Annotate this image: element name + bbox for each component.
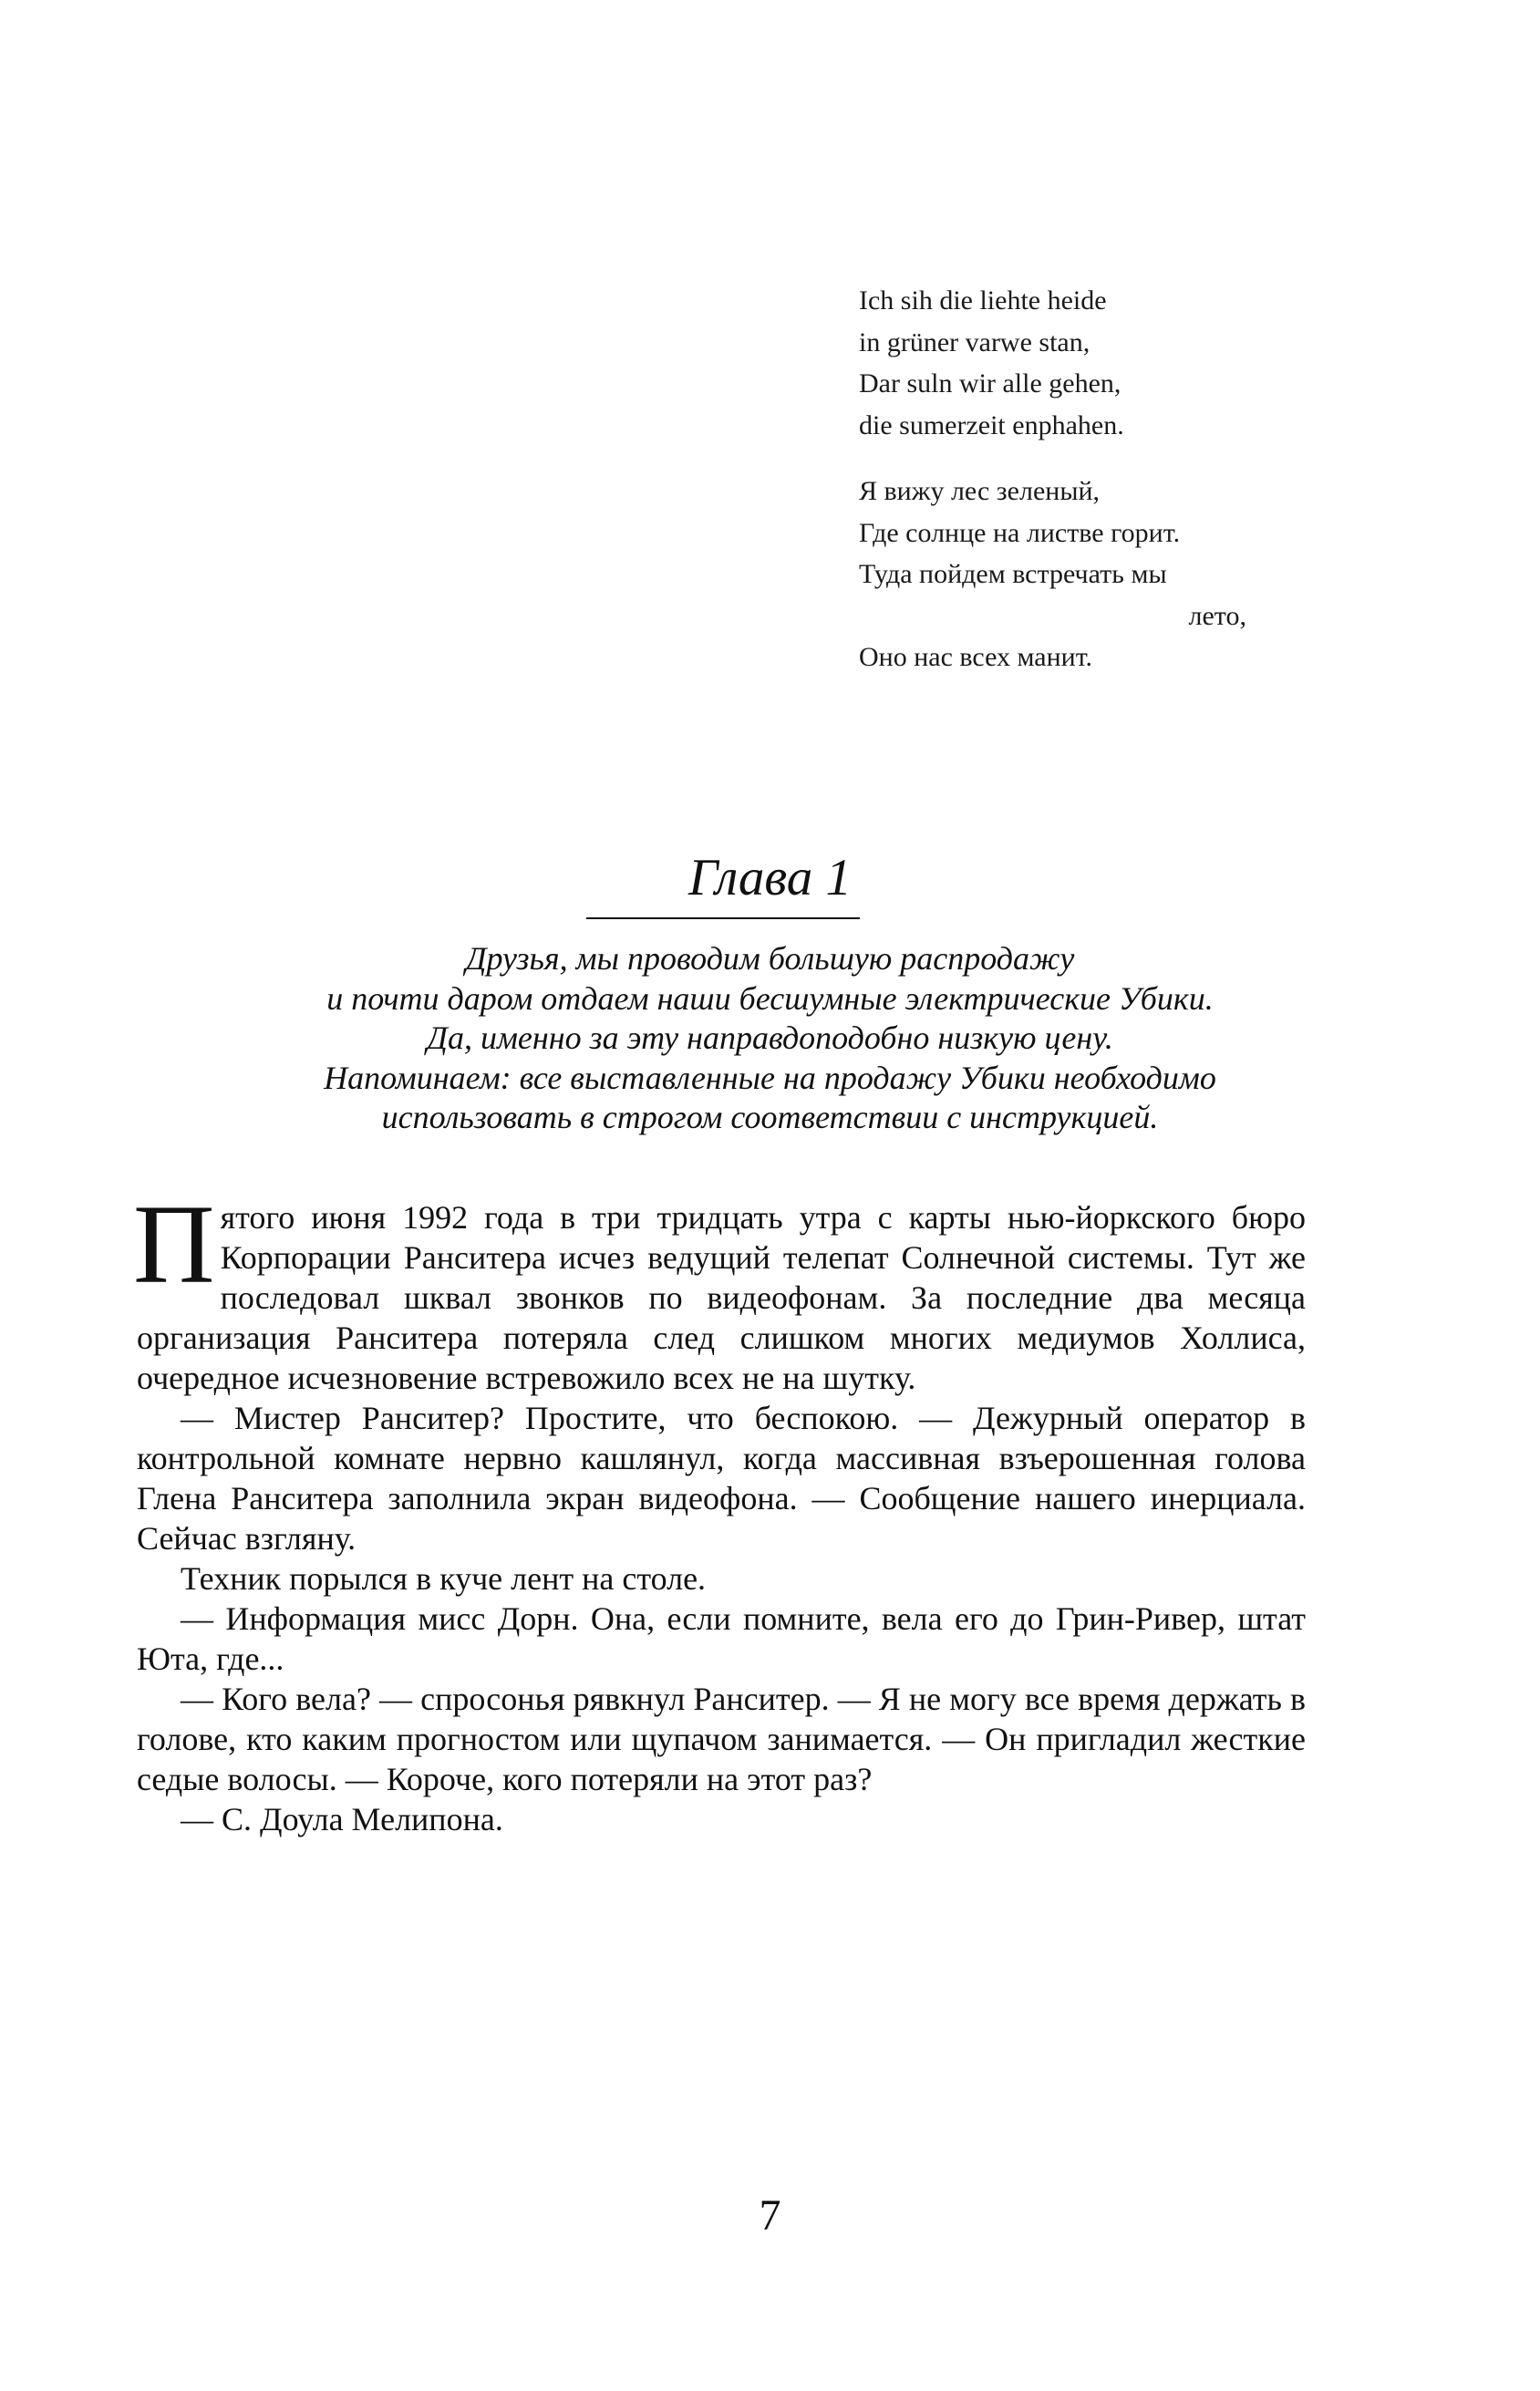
paragraph-text: ятого июня 1992 года в три тридцать утра с карты нью-йоркского бюро Корпорации Ранситера исчез ведущий телепат Солнечной системы. Тут же последовал шквал звонков по видеофонам. За последние два месяца организация Ранситера потеряла след слишком многих медиумов Холлиса, очередное исчезновение встревожило всех не на шутку.	[137, 1199, 1306, 1396]
paragraph: — Информация мисс Дорн. Она, если помните, вела его до Грин-Ривер, штат Юта, где...	[137, 1600, 1306, 1677]
epigraph-translation	[859, 471, 1315, 678]
epigraph-line: in grüner varwe stan,	[859, 326, 1090, 357]
epigraph-line: die sumerzeit enphahen.	[859, 409, 1124, 440]
paragraph: — Кого вела? — спросонья рявкнул Ранситер. — Я не могу все время держать в голове, кто каким прогностом или щупачом занимается. — Он пригладил жесткие седые волосы. — Короче, кого потеряли на этот раз?	[137, 1681, 1306, 1797]
page-number: 7	[759, 2191, 781, 2240]
intro-line: использовать в строгом соответствии с инструкцией.	[381, 1099, 1159, 1135]
intro-line: Друзья, мы проводим большую распродажу	[465, 940, 1075, 977]
epigraph-line: Ich sih die liehte heide	[859, 285, 1107, 316]
body-text	[133, 1182, 1306, 1839]
epigraph	[859, 280, 1315, 678]
intro-line: и почти даром отдаем наши бесшумные электрические Убики.	[326, 979, 1214, 1017]
intro-line: Да, именно за эту направдоподобно низкую цену.	[427, 1020, 1113, 1056]
drop-cap: П	[133, 1182, 215, 1307]
epigraph-line: Я вижу лес зеленый,	[859, 476, 1101, 506]
epigraph-line: Где солнце на листве горит.	[859, 517, 1181, 548]
intro-line: Напоминаем: все выставленные на продажу Убики необходимо	[324, 1059, 1216, 1096]
paragraph: — Мистер Ранситер? Простите, что беспокою. — Дежурный оператор в контрольной комнате нервно кашлянул, когда массивная взъерошенная голова Глена Ранситера заполнила экран видеофона. — Сообщение нашего инерциала. Сейчас взгляну.	[137, 1400, 1306, 1557]
epigraph-line: Оно нас всех манит.	[859, 642, 1093, 672]
chapter-title: Глава 1	[687, 849, 853, 906]
paragraph: — С. Доула Мелипона.	[181, 1801, 503, 1837]
chapter-title-rule	[586, 917, 860, 919]
epigraph-original	[859, 280, 1315, 446]
chapter-intro	[155, 939, 1385, 1138]
paragraph-first	[133, 1182, 1306, 1398]
paragraph: Техник порылся в куче лент на столе.	[181, 1560, 707, 1597]
epigraph-line: Dar suln wir alle gehen,	[859, 368, 1121, 398]
epigraph-line-continued: лето,	[1188, 600, 1246, 631]
epigraph-line: Туда пойдем встречать мы	[859, 559, 1167, 589]
